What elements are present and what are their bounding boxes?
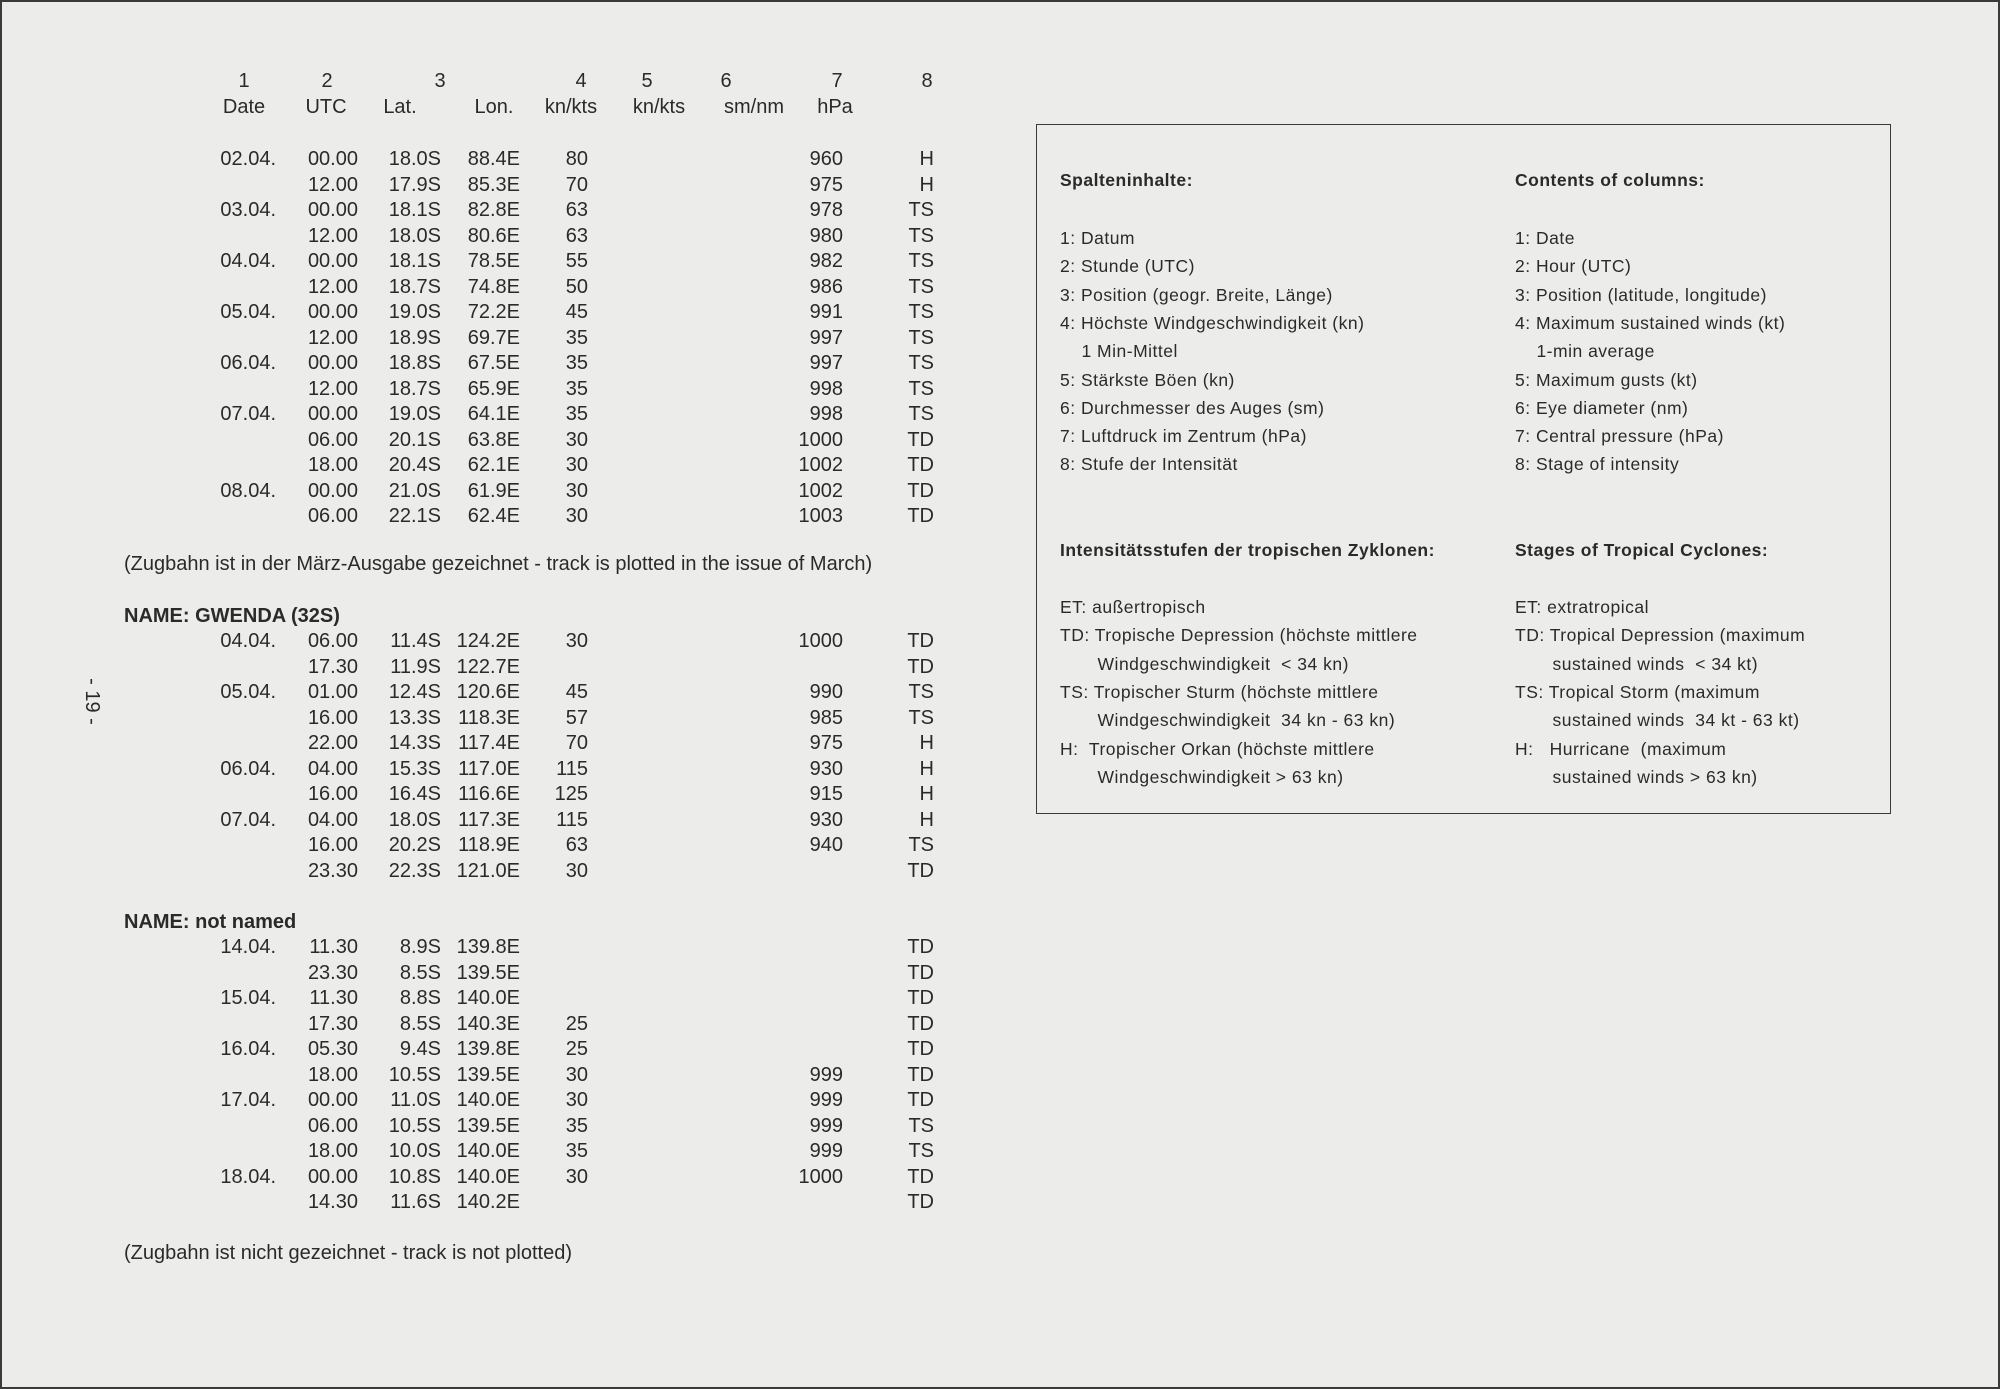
storm1-cell: 18.7S xyxy=(388,275,441,298)
storm2-cell: 16.4S xyxy=(388,783,441,805)
storm1-cell: 30 xyxy=(565,479,588,502)
storm3-cell: 11.6S xyxy=(390,1191,441,1213)
storm1-cell: 65.9E xyxy=(467,377,520,400)
legend-line: 3: Position (latitude, longitude) xyxy=(1515,284,1767,305)
storm1-cell: TS xyxy=(908,275,934,298)
storm2-cell: 117.0E xyxy=(458,757,520,780)
storm3-cell: TD xyxy=(907,1191,934,1213)
storm2-cell: 11.4S xyxy=(390,630,441,652)
storm2-cell: 990 xyxy=(809,681,843,703)
storm1-cell: 986 xyxy=(809,275,843,298)
storm2-cell: 915 xyxy=(809,783,843,805)
storm1-cell: 18.9S xyxy=(388,326,441,349)
storm3-cell: 999 xyxy=(809,1063,843,1086)
storm2-cell: 07.04. xyxy=(220,808,276,831)
storm3-cell: 999 xyxy=(809,1089,843,1111)
storm1-cell: 35 xyxy=(565,403,588,425)
column-header: kn/kts xyxy=(544,96,598,118)
storm3-cell: 15.04. xyxy=(220,987,276,1009)
column-number: 4 xyxy=(575,70,587,92)
storm3-cell: 140.2E xyxy=(456,1191,520,1213)
legend-line: 8: Stufe der Intensität xyxy=(1060,454,1238,475)
storm1-cell: 88.4E xyxy=(467,148,520,170)
storm1-cell: 980 xyxy=(809,224,843,247)
storm2-cell: 11.9S xyxy=(390,655,441,678)
storm1-cell: 00.00 xyxy=(307,352,358,374)
storm2-cell: TS xyxy=(908,681,934,703)
storm1-cell: 63 xyxy=(565,199,588,221)
storm1-cell: TS xyxy=(908,250,934,272)
storm2-cell: 22.00 xyxy=(307,732,358,754)
storm1-cell: 1002 xyxy=(798,454,843,476)
storm1-cell: 50 xyxy=(565,275,588,298)
storm3-cell: TD xyxy=(907,1165,934,1188)
storm3-cell: TD xyxy=(907,961,934,984)
storm1-cell: 30 xyxy=(565,428,588,451)
storm1-cell: 64.1E xyxy=(467,403,520,425)
legend-en-title: Contents of columns: xyxy=(1515,170,1705,190)
legend-line: 7: Luftdruck im Zentrum (hPa) xyxy=(1060,426,1307,447)
legend-line: sustained winds > 63 kn) xyxy=(1515,766,1758,787)
legend-line: 4: Höchste Windgeschwindigkeit (kn) xyxy=(1060,312,1365,333)
storm1-cell: TS xyxy=(908,352,934,374)
storm1-cell: 63.8E xyxy=(467,428,520,451)
storm2-cell: 118.9E xyxy=(458,834,520,856)
legend-line: 5: Maximum gusts (kt) xyxy=(1515,369,1698,390)
storm3-cell: 10.0S xyxy=(388,1140,441,1162)
storm1-cell: 00.00 xyxy=(307,403,358,425)
storm1-cell: 72.2E xyxy=(467,301,520,323)
storm2-cell: H xyxy=(919,732,934,754)
storm2-cell: 23.30 xyxy=(307,859,358,882)
storm1-cell: 960 xyxy=(809,148,843,170)
storm1-cell: 18.00 xyxy=(307,454,358,476)
storm1-cell: TS xyxy=(908,403,934,425)
storm3-cell: TS xyxy=(908,1114,934,1137)
storm3-cell: 139.8E xyxy=(456,936,520,958)
storm2-cell: 124.2E xyxy=(456,630,520,652)
storm1-cell: 978 xyxy=(809,199,843,221)
storm1-cell: 07.04. xyxy=(220,403,276,425)
legend-line: 2: Hour (UTC) xyxy=(1515,256,1632,277)
storm2-cell: TD xyxy=(907,655,934,678)
storm3-cell: 35 xyxy=(565,1140,588,1162)
storm3-cell: TD xyxy=(907,1038,934,1060)
storm2-cell: 57 xyxy=(565,706,588,729)
storm3-cell: 139.5E xyxy=(456,1114,520,1137)
storm2-cell: 70 xyxy=(565,732,588,754)
storm2-cell: 04.00 xyxy=(307,808,358,831)
storm1-cell: 997 xyxy=(809,352,843,374)
storm2-cell: 985 xyxy=(809,706,843,729)
legend-line: 1 Min-Mittel xyxy=(1060,341,1178,362)
storm2-cell: 01.00 xyxy=(307,681,358,703)
storm3-cell: 139.5E xyxy=(456,1063,520,1086)
storm3-cell: 14.04. xyxy=(220,936,276,958)
storm1-cell: 63 xyxy=(565,224,588,247)
storm1-cell: TS xyxy=(908,224,934,247)
storm3-cell: 140.0E xyxy=(456,987,520,1009)
storm2-cell: 13.3S xyxy=(388,706,441,729)
storm2-cell: 116.6E xyxy=(458,783,520,805)
storm1-cell: 18.0S xyxy=(388,148,441,170)
storm2-cell: 04.04. xyxy=(220,630,276,652)
storm1-cell: 00.00 xyxy=(307,250,358,272)
storm2-cell: H xyxy=(919,757,934,780)
legend-line: 7: Central pressure (hPa) xyxy=(1515,426,1724,447)
storm2-cell: 121.0E xyxy=(456,859,520,882)
legend-line: TD: Tropische Depression (höchste mittlere xyxy=(1060,625,1418,646)
storm1-cell: 67.5E xyxy=(467,352,520,374)
legend-line: ET: außertropisch xyxy=(1060,597,1206,617)
storm2-cell: 115 xyxy=(556,808,588,831)
storm2-cell: 120.6E xyxy=(456,681,520,703)
storm1-cell: 18.8S xyxy=(388,352,441,374)
storm3-cell: 16.04. xyxy=(220,1038,276,1060)
storm3-cell: 140.0E xyxy=(456,1165,520,1188)
storm1-cell: 20.4S xyxy=(388,454,441,476)
storm1-cell: 04.04. xyxy=(220,250,276,272)
storm1-cell: 70 xyxy=(565,173,588,196)
storm1-cell: TD xyxy=(907,479,934,502)
storm2-cell: TD xyxy=(907,859,934,882)
legend-en-stage-title: Stages of Tropical Cyclones: xyxy=(1515,540,1769,560)
storm1-cell: 82.8E xyxy=(467,199,520,221)
storm3-cell: 10.5S xyxy=(388,1063,441,1086)
storm1-cell: 22.1S xyxy=(388,505,441,527)
storm1-cell: 00.00 xyxy=(307,301,358,323)
legend-line: TS: Tropical Storm (maximum xyxy=(1515,681,1760,702)
storm1-cell: 982 xyxy=(809,250,843,272)
storm3-cell: 30 xyxy=(565,1089,588,1111)
storm2-cell: 16.00 xyxy=(307,834,358,856)
storm3-cell: 23.30 xyxy=(307,961,358,984)
storm1-cell: 1000 xyxy=(798,428,843,451)
storm3-title: NAME: not named xyxy=(124,911,297,933)
storm1-cell: 55 xyxy=(565,250,588,272)
legend-line: TS: Tropischer Sturm (höchste mittlere xyxy=(1060,681,1379,702)
storm1-cell: 00.00 xyxy=(307,199,358,221)
storm1-cell: 1002 xyxy=(798,479,843,502)
storm2-cell: 06.04. xyxy=(220,757,276,780)
storm1-cell: 991 xyxy=(809,301,843,323)
column-header: Lon. xyxy=(474,96,514,118)
storm1-cell: 74.8E xyxy=(467,275,520,298)
storm1-cell: 12.00 xyxy=(307,173,358,196)
storm1-cell: TS xyxy=(908,326,934,349)
storm1-cell: 35 xyxy=(565,326,588,349)
column-number: 6 xyxy=(720,70,732,92)
storm3-cell: 06.00 xyxy=(307,1114,358,1137)
legend-line: 1: Datum xyxy=(1060,228,1135,248)
column-number: 7 xyxy=(831,70,843,92)
storm2-cell: 12.4S xyxy=(388,681,441,703)
legend-line: 6: Durchmesser des Auges (sm) xyxy=(1060,397,1325,418)
column-number: 1 xyxy=(238,70,250,92)
storm1-cell: 997 xyxy=(809,326,843,349)
storm2-cell: 975 xyxy=(809,732,843,754)
storm1-cell: 21.0S xyxy=(388,479,441,502)
storm3-cell: 139.5E xyxy=(456,961,520,984)
storm1-cell: 12.00 xyxy=(307,326,358,349)
legend-line: 5: Stärkste Böen (kn) xyxy=(1060,369,1235,390)
storm3-cell: 999 xyxy=(809,1140,843,1162)
storm3-cell: 9.4S xyxy=(399,1038,441,1060)
storm2-cell: 940 xyxy=(809,834,843,856)
storm2-cell: 117.3E xyxy=(458,808,520,831)
storm3-cell: 18.00 xyxy=(307,1063,358,1086)
storm2-cell: 06.00 xyxy=(307,630,358,652)
legend-line: 3: Position (geogr. Breite, Länge) xyxy=(1060,284,1333,305)
storm2-cell: 117.4E xyxy=(458,732,520,754)
storm1-cell: 20.1S xyxy=(388,428,441,451)
storm1-cell: 12.00 xyxy=(307,224,358,247)
storm3-cell: 30 xyxy=(565,1165,588,1188)
legend-line: sustained winds < 34 kt) xyxy=(1515,653,1759,674)
storm2-cell: 45 xyxy=(565,681,588,703)
legend-line: ET: extratropical xyxy=(1515,597,1649,617)
storm3-cell: TD xyxy=(907,936,934,958)
column-header: kn/kts xyxy=(632,96,686,118)
storm2-cell: 115 xyxy=(556,757,588,780)
column-number: 3 xyxy=(434,70,446,92)
storm3-cell: 8.5S xyxy=(399,961,441,984)
storm1-cell: 45 xyxy=(565,301,588,323)
storm3-cell: 1000 xyxy=(798,1165,843,1188)
storm3-cell: 140.0E xyxy=(456,1089,520,1111)
storm1-cell: TD xyxy=(907,454,934,476)
storm3-cell: 00.00 xyxy=(307,1165,358,1188)
storm2-cell: TD xyxy=(907,630,934,652)
legend-line: Windgeschwindigkeit > 63 kn) xyxy=(1060,766,1344,787)
storm1-cell: 00.00 xyxy=(307,148,358,170)
storm1-cell: 30 xyxy=(565,505,588,527)
column-number: 8 xyxy=(921,70,933,92)
storm3-cell: 25 xyxy=(565,1012,588,1035)
storm1-cell: 05.04. xyxy=(220,301,276,323)
storm2-cell: 22.3S xyxy=(388,859,441,882)
storm1-cell: 12.00 xyxy=(307,275,358,298)
storm1-cell: 18.1S xyxy=(388,199,441,221)
legend-line: 4: Maximum sustained winds (kt) xyxy=(1515,312,1786,333)
legend-line: TD: Tropical Depression (maximum xyxy=(1515,625,1806,646)
storm1-cell: 85.3E xyxy=(467,173,520,196)
storm1-cell: 998 xyxy=(809,377,843,400)
storm1-cell: 06.04. xyxy=(220,352,276,374)
storm1-cell: 19.0S xyxy=(388,301,441,323)
storm2-cell: 930 xyxy=(809,808,843,831)
storm1-cell: 35 xyxy=(565,377,588,400)
storm3-cell: 25 xyxy=(565,1038,588,1060)
legend-line: Windgeschwindigkeit < 34 kn) xyxy=(1060,653,1349,674)
storm2-cell: 05.04. xyxy=(220,681,276,703)
storm2-cell: H xyxy=(919,783,934,805)
storm1-cell: 62.1E xyxy=(467,454,520,476)
storm3-cell: 8.9S xyxy=(399,936,441,958)
legend-line: 1: Date xyxy=(1515,228,1575,248)
storm1-cell: 12.00 xyxy=(307,377,358,400)
storm1-cell: 02.04. xyxy=(220,148,276,170)
storm2-title: NAME: GWENDA (32S) xyxy=(124,605,340,627)
storm2-cell: 20.2S xyxy=(388,834,441,856)
storm2-cell: 122.7E xyxy=(456,655,520,678)
storm3-cell: 18.00 xyxy=(307,1140,358,1162)
storm1-cell: 03.04. xyxy=(220,199,276,221)
storm1-cell: 1003 xyxy=(798,505,843,527)
storm2-cell: 30 xyxy=(565,630,588,652)
storm1-cell: 18.1S xyxy=(388,250,441,272)
storm3-cell: 999 xyxy=(809,1114,843,1137)
storm3-cell: 17.04. xyxy=(220,1089,276,1111)
storm2-cell: 18.0S xyxy=(388,808,441,831)
storm3-cell: 00.00 xyxy=(307,1089,358,1111)
column-number: 5 xyxy=(641,70,653,92)
storm1-cell: 80 xyxy=(565,148,588,170)
legend-line: 8: Stage of intensity xyxy=(1515,454,1680,475)
storm3-cell: 35 xyxy=(565,1114,588,1137)
storm1-cell: 00.00 xyxy=(307,479,358,502)
storm1-cell: 62.4E xyxy=(467,505,520,527)
storm3-cell: 10.8S xyxy=(388,1165,441,1188)
storm2-cell: TS xyxy=(908,834,934,856)
storm2-cell: 63 xyxy=(565,834,588,856)
storm1-cell: 08.04. xyxy=(220,479,276,502)
legend-box xyxy=(1036,124,1891,814)
storm1-cell: H xyxy=(919,173,934,196)
legend-de-title: Spalteninhalte: xyxy=(1060,170,1193,190)
storm1-cell: 35 xyxy=(565,352,588,374)
storm3-cell: 140.3E xyxy=(456,1012,520,1035)
legend-line: 2: Stunde (UTC) xyxy=(1060,256,1195,277)
legend-de-stage-title: Intensitätsstufen der tropischen Zyklonen: xyxy=(1060,540,1435,560)
column-header: Date xyxy=(222,96,266,118)
storm2-cell: 1000 xyxy=(798,630,843,652)
legend-line: 1-min average xyxy=(1515,341,1655,362)
storm1-cell: TS xyxy=(908,199,934,221)
storm2-cell: 118.3E xyxy=(458,706,520,729)
column-header: hPa xyxy=(817,96,853,118)
legend-line: Windgeschwindigkeit 34 kn - 63 kn) xyxy=(1060,710,1396,731)
legend-line: 6: Eye diameter (nm) xyxy=(1515,397,1689,418)
storm1-cell: TS xyxy=(908,301,934,323)
column-header: sm/nm xyxy=(724,96,784,118)
storm1-cell: 06.00 xyxy=(307,505,358,527)
storm3-cell: TD xyxy=(907,1063,934,1086)
storm2-cell: 04.00 xyxy=(307,757,358,780)
column-header: Lat. xyxy=(383,96,417,118)
storm2-cell: 30 xyxy=(565,859,588,882)
storm1-cell: TD xyxy=(907,428,934,451)
storm1-cell: 998 xyxy=(809,403,843,425)
column-header: UTC xyxy=(305,96,347,118)
storm2-cell: 15.3S xyxy=(388,757,441,780)
storm3-cell: 139.8E xyxy=(456,1038,520,1060)
storm2-cell: 125 xyxy=(554,783,588,805)
storm1-cell: 975 xyxy=(809,173,843,196)
storm3-cell: 30 xyxy=(565,1063,588,1086)
storm1-cell: TS xyxy=(908,377,934,400)
storm3-cell: 8.5S xyxy=(399,1012,441,1035)
storm3-cell: TD xyxy=(907,1089,934,1111)
storm1-cell: H xyxy=(919,148,934,170)
legend-line: sustained winds 34 kt - 63 kt) xyxy=(1515,710,1800,731)
storm3-note: (Zugbahn ist nicht gezeichnet - track is not plotted) xyxy=(124,1242,573,1264)
storm3-cell: 11.30 xyxy=(309,936,358,958)
storm1-cell: 06.00 xyxy=(307,428,358,451)
storm1-cell: 18.7S xyxy=(388,377,441,400)
storm1-cell: 69.7E xyxy=(467,326,520,349)
storm1-cell: 80.6E xyxy=(467,224,520,247)
storm1-cell: 19.0S xyxy=(388,403,441,425)
storm3-cell: TD xyxy=(907,987,934,1009)
storm3-cell: 18.04. xyxy=(220,1165,276,1188)
storm3-cell: 140.0E xyxy=(456,1140,520,1162)
storm1-cell: 18.0S xyxy=(388,224,441,247)
storm3-cell: 8.8S xyxy=(399,987,441,1009)
storm3-cell: 17.30 xyxy=(307,1012,358,1035)
storm3-cell: 14.30 xyxy=(307,1191,358,1213)
storm3-cell: 11.30 xyxy=(309,987,358,1009)
storm1-cell: TD xyxy=(907,505,934,527)
storm1-cell: 61.9E xyxy=(467,479,520,502)
legend-line: H: Tropischer Orkan (höchste mittlere xyxy=(1060,738,1375,759)
storm2-cell: TS xyxy=(908,706,934,729)
legend-line: H: Hurricane (maximum xyxy=(1515,738,1727,759)
storm1-cell: 78.5E xyxy=(467,250,520,272)
storm1-note: (Zugbahn ist in der März-Ausgabe gezeichnet - track is plotted in the issue of March) xyxy=(124,553,873,575)
storm1-cell: 17.9S xyxy=(388,173,441,196)
storm2-cell: 14.3S xyxy=(388,732,441,754)
storm2-cell: 16.00 xyxy=(307,706,358,729)
storm3-cell: 05.30 xyxy=(307,1038,358,1060)
storm3-cell: 10.5S xyxy=(388,1114,441,1137)
storm2-cell: 17.30 xyxy=(307,655,358,678)
storm1-cell: 30 xyxy=(565,454,588,476)
storm2-cell: H xyxy=(919,808,934,831)
storm3-cell: TS xyxy=(908,1140,934,1162)
storm2-cell: 930 xyxy=(809,757,843,780)
storm3-cell: TD xyxy=(907,1012,934,1035)
storm3-cell: 11.0S xyxy=(390,1089,441,1111)
storm2-cell: 16.00 xyxy=(307,783,358,805)
page-number: - 19 - xyxy=(80,678,103,725)
column-number: 2 xyxy=(321,70,333,92)
